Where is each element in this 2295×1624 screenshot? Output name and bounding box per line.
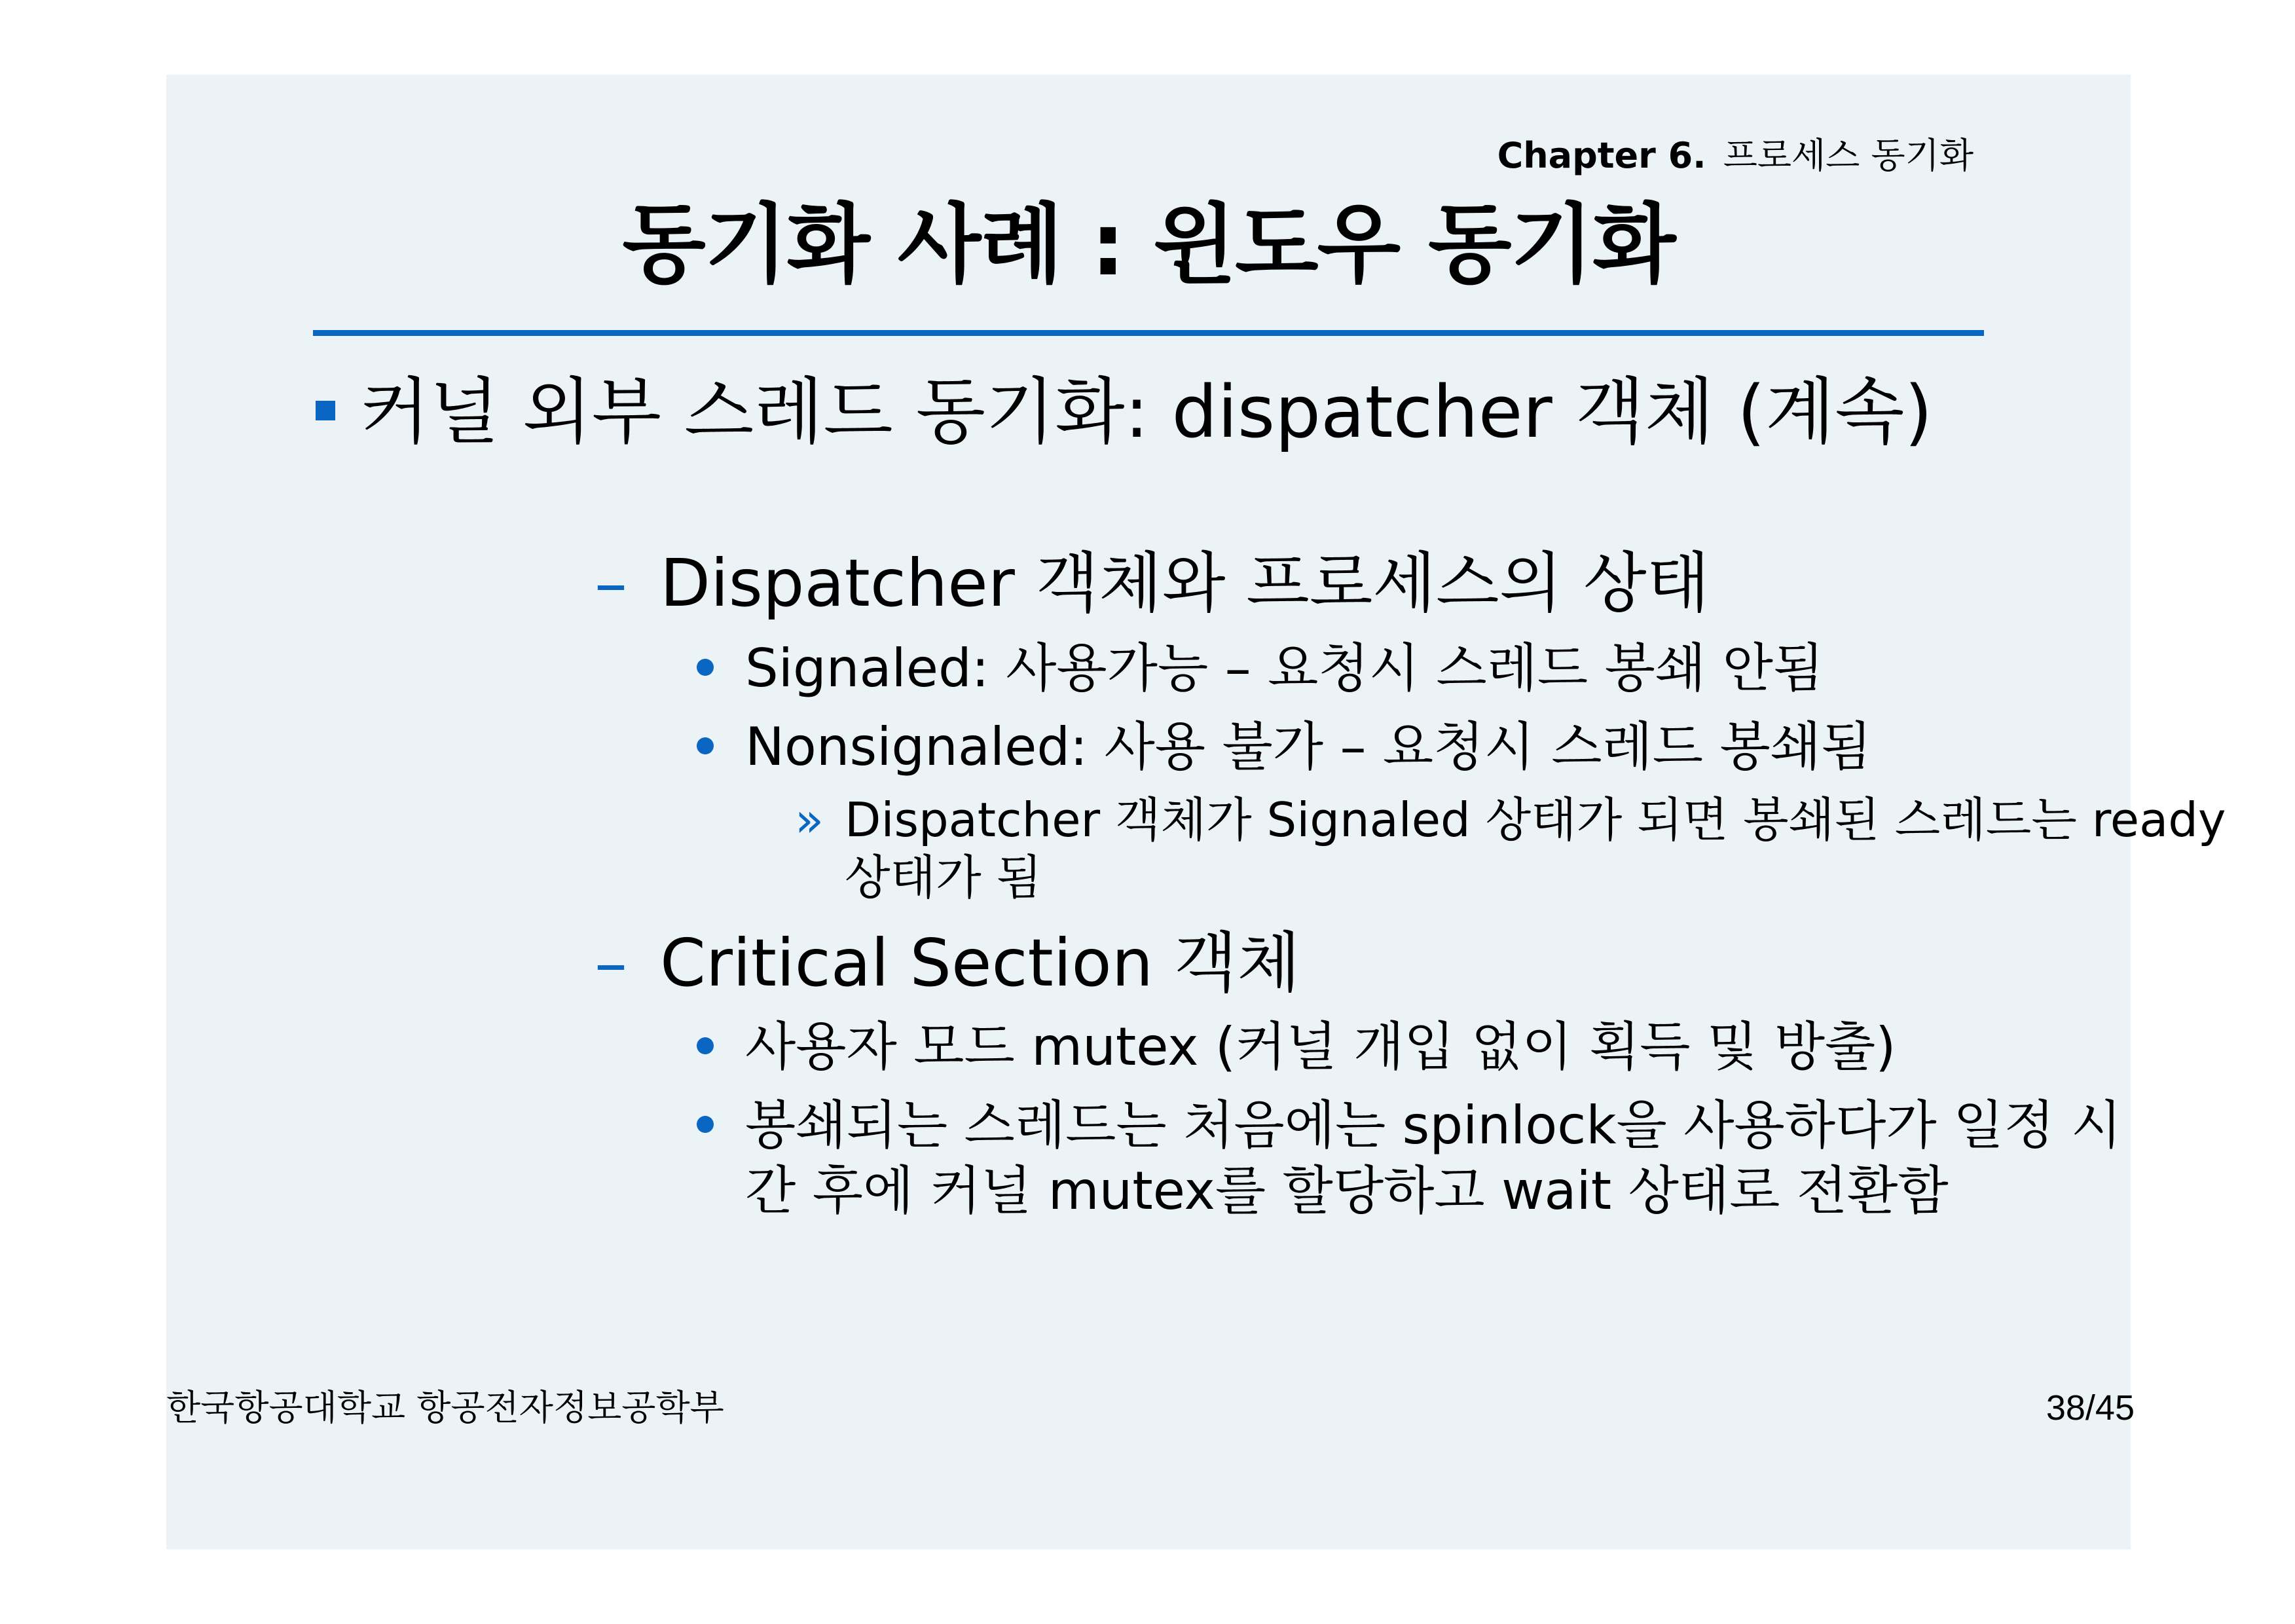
bullet-text: Signaled: 사용가능 – 요청시 스레드 봉쇄 안됨 [745, 638, 1824, 699]
dash-bullet-icon: – [595, 925, 627, 1001]
section-heading-dispatcher [595, 541, 1710, 626]
bullet-nonsignaled [745, 711, 1871, 783]
slide [166, 75, 2226, 1549]
chapter-title: 프로세스 동기화 [1723, 135, 1974, 176]
bullet-spinlock-cont [745, 1155, 1949, 1227]
bullet-text-line1: 봉쇄되는 스레드는 처음에는 spinlock을 사용하다가 일정 시 [745, 1095, 2122, 1156]
main-bullet-text: 커널 외부 스레드 동기화: dispatcher 객체 (계속) [360, 370, 1933, 454]
sub-bullet-ready-cont [845, 849, 1042, 906]
section-heading-text: Critical Section 객체 [660, 925, 1301, 1001]
chapter-number: Chapter 6. [1497, 135, 1706, 176]
bullet-text: Nonsignaled: 사용 불가 – 요청시 스레드 봉쇄됨 [745, 716, 1872, 777]
square-bullet-icon [316, 401, 335, 420]
dot-bullet-icon [697, 659, 714, 676]
bullet-user-mode-mutex [745, 1011, 1896, 1083]
bullet-text-line2: 간 후에 커널 mutex를 할당하고 wait 상태로 전환함 [745, 1160, 1949, 1221]
slide-title: 동기화 사례 : 윈도우 동기화 [622, 194, 1675, 295]
dot-bullet-icon [697, 1037, 714, 1054]
page-number: 38/45 [2046, 1388, 2135, 1428]
footer-institution: 한국항공대학교 항공전자정보공학부 [166, 1387, 724, 1428]
bullet-text: 사용자 모드 mutex (커널 개입 없이 획득 및 방출) [745, 1016, 1896, 1077]
sub-bullet-ready [795, 791, 2226, 849]
section-heading-critical-section [595, 921, 1301, 1006]
sub-bullet-text-line1: Dispatcher 객체가 Signaled 상태가 되면 봉쇄된 스레드는 ready [845, 792, 2226, 847]
bullet-signaled [745, 633, 1824, 705]
main-bullet [338, 363, 1932, 461]
title-divider [313, 330, 1984, 336]
double-chevron-icon: » [795, 792, 824, 847]
bullet-spinlock [745, 1090, 2121, 1162]
dash-bullet-icon: – [595, 545, 627, 621]
chapter-header [1476, 130, 1974, 182]
sub-bullet-text-line2: 상태가 됨 [845, 850, 1042, 905]
section-heading-text: Dispatcher 객체와 프로세스의 상태 [660, 545, 1710, 621]
dot-bullet-icon [697, 1116, 714, 1133]
dot-bullet-icon [697, 737, 714, 754]
